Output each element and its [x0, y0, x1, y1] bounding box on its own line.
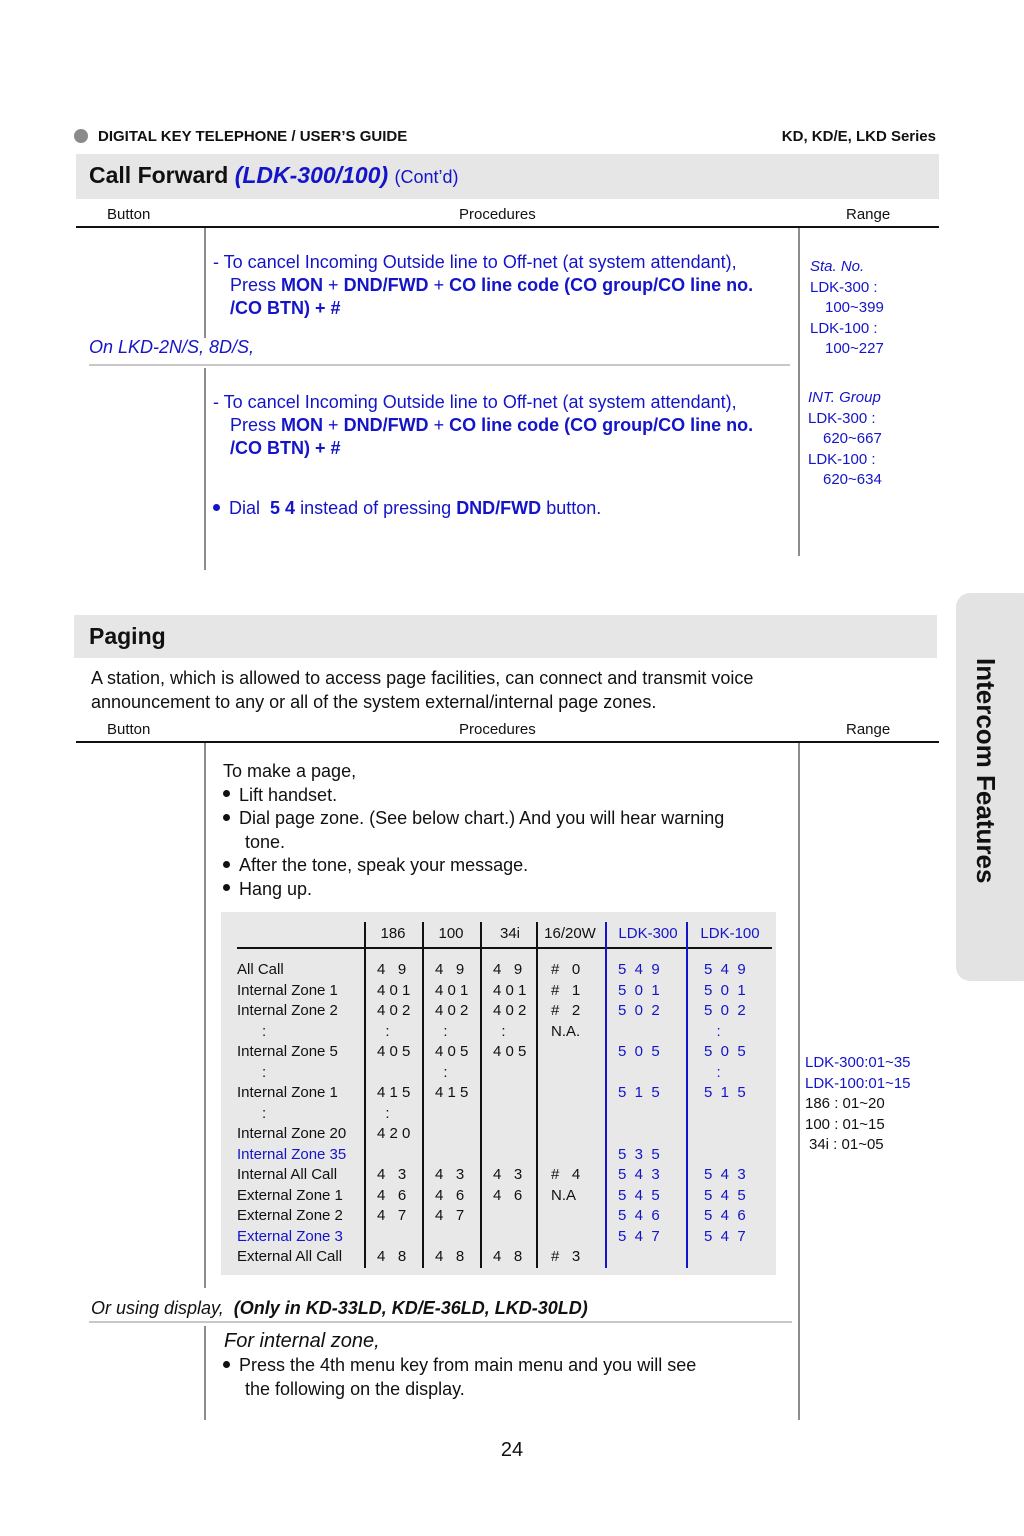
paging-title-bar — [74, 615, 937, 658]
zone-code-cell: 4 3 — [435, 1166, 465, 1183]
divider-line — [89, 364, 790, 366]
zone-code-cell: 5 0 1 — [704, 981, 746, 999]
zone-code-cell: 4 6 — [377, 1186, 407, 1204]
zone-code-cell: 5 4 3 — [704, 1166, 746, 1183]
bullet-icon — [223, 884, 230, 891]
call-forward-title: Call Forward (LDK-300/100) (Cont’d) — [89, 162, 459, 188]
zone-code-cell: 4 0 5 — [435, 1043, 469, 1060]
divider-line — [798, 743, 800, 1420]
zone-code-cell: 4 3 — [377, 1166, 407, 1183]
zone-name-cell: Internal Zone 35 — [237, 1145, 347, 1163]
column-header-procedures: Procedures — [459, 721, 536, 738]
zone-name-cell: Internal Zone 5 — [237, 1043, 338, 1060]
zone-code-cell: 5 0 5 — [618, 1043, 660, 1060]
zone-code-cell: 4 0 2 — [377, 1002, 411, 1019]
bullet-icon — [223, 861, 230, 868]
table-row — [237, 1206, 772, 1227]
zone-code-cell: # 2 — [551, 1002, 581, 1019]
zone-code-cell: : — [704, 1063, 721, 1081]
int-group-range: INT. Group LDK-300 : 620~667 LDK-100 : 620~634 — [808, 389, 882, 488]
zone-code-cell: 4 6 — [493, 1186, 523, 1204]
dial-54-note: Dial 5 4 instead of pressing DND/FWD button. — [213, 497, 601, 520]
table-row — [237, 960, 772, 981]
table-header-186: 186 — [380, 925, 406, 942]
divider-line — [204, 368, 206, 570]
zone-name-cell: Internal Zone 20 — [237, 1125, 347, 1142]
zone-name-cell: Internal Zone 1 — [237, 1084, 338, 1101]
table-header-16-20w: 16/20W — [544, 925, 596, 942]
zone-code-cell: 4 0 1 — [435, 981, 469, 999]
zone-code-cell: 5 0 5 — [704, 1043, 746, 1060]
zone-code-cell: N.A — [551, 1186, 577, 1204]
paging-title: Paging — [89, 623, 166, 649]
zone-code-cell: 4 2 0 — [377, 1125, 411, 1142]
zone-code-cell: 4 0 5 — [493, 1043, 527, 1060]
zone-code-cell: 4 6 — [435, 1186, 465, 1204]
table-header-ldk100: LDK-100 — [700, 925, 760, 942]
zone-code-cell: 4 8 — [435, 1248, 465, 1265]
table-header-100: 100 — [438, 925, 464, 942]
bullet-icon — [223, 790, 230, 797]
page-zone-range: LDK-300:01~35 LDK-100:01~15 186 : 01~20 100 : 01~15 34i : 01~05 — [805, 1054, 911, 1153]
zone-code-cell: 4 1 5 — [377, 1084, 411, 1101]
cancel-procedure-2: - To cancel Incoming Outside line to Off-net (at system attendant), Press MON + DND/FWD + CO line code (CO group/CO line no. /CO BTN) + # — [213, 392, 754, 458]
table-row — [237, 1083, 772, 1104]
side-tab-label: Intercom Features — [971, 658, 1001, 884]
page-number: 24 — [500, 1439, 524, 1461]
zone-code-cell: 5 4 5 — [704, 1186, 746, 1204]
zone-code-cell: 5 1 5 — [704, 1084, 746, 1101]
zone-name-cell: External Zone 1 — [237, 1186, 343, 1204]
divider-line — [204, 743, 206, 1288]
zone-code-cell: 4 0 2 — [493, 1002, 527, 1019]
zone-name-cell: External Zone 3 — [237, 1227, 343, 1245]
table-rule — [237, 947, 772, 949]
table-row — [237, 981, 772, 1002]
divider-line — [204, 228, 206, 338]
column-header-button: Button — [107, 206, 151, 223]
bullet-icon — [223, 814, 230, 821]
zone-code-cell: : — [704, 1022, 721, 1040]
table-row — [237, 1186, 772, 1207]
divider-line — [89, 1321, 792, 1323]
bullet-circle-icon — [74, 129, 88, 143]
guide-title: DIGITAL KEY TELEPHONE / USER’S GUIDE — [98, 128, 408, 145]
zone-code-cell: 5 4 6 — [618, 1207, 660, 1224]
zone-code-cell: 5 0 2 — [618, 1002, 660, 1019]
page-steps: To make a page, Lift handset. Dial page zone. (See below chart.) And you will hear warning tone. After the tone, speak your message. Hang up. — [223, 761, 725, 899]
zone-name-cell: : — [237, 1063, 267, 1081]
zone-code-cell: 4 9 — [435, 961, 465, 978]
zone-code-cell: 4 0 2 — [435, 1002, 469, 1019]
column-header-range: Range — [846, 206, 891, 223]
table-row — [237, 1104, 772, 1125]
table-row — [237, 1042, 772, 1063]
zone-name-cell: Internal Zone 2 — [237, 1002, 338, 1019]
zone-code-cell: 5 4 9 — [704, 961, 746, 978]
zone-code-cell: : — [493, 1022, 506, 1040]
bullet-icon — [223, 1361, 230, 1368]
zone-code-cell: 4 3 — [493, 1166, 523, 1183]
zone-code-cell: 4 0 5 — [377, 1043, 411, 1060]
zone-code-cell: 5 0 1 — [618, 981, 660, 999]
column-header-procedures: Procedures — [459, 206, 536, 223]
zone-code-cell: # 1 — [551, 981, 581, 999]
zone-code-cell: : — [435, 1022, 448, 1040]
zone-code-cell: 4 8 — [377, 1248, 407, 1265]
zone-name-cell: All Call — [237, 961, 284, 978]
zone-code-cell: N.A. — [551, 1022, 581, 1040]
zone-name-cell: Internal Zone 1 — [237, 981, 338, 999]
zone-code-cell: 4 7 — [435, 1207, 465, 1224]
paging-description: A station, which is allowed to access page facilities, can connect and transmit voice announcement to any or all of the system external/internal page zones. — [91, 668, 754, 712]
zone-code-cell: 4 7 — [377, 1207, 407, 1224]
display-note: Or using display, (Only in KD-33LD, KD/E-36LD, LKD-30LD) — [91, 1298, 588, 1318]
table-row — [237, 1022, 772, 1043]
zone-code-cell: 4 9 — [493, 961, 523, 978]
zone-code-cell: 5 4 7 — [618, 1227, 660, 1245]
zone-code-cell: # 0 — [551, 961, 581, 978]
zone-code-cell: # 3 — [551, 1248, 581, 1265]
table-row — [237, 1247, 772, 1268]
table-header-34i: 34i — [499, 925, 521, 942]
zone-code-cell: 5 1 5 — [618, 1084, 660, 1101]
internal-zone-heading: For internal zone, — [224, 1330, 380, 1352]
zone-code-cell: 5 0 2 — [704, 1002, 746, 1019]
column-header-range: Range — [846, 721, 891, 738]
zone-code-cell: 5 4 7 — [704, 1227, 746, 1245]
table-row — [237, 1227, 772, 1248]
zone-code-cell: 4 9 — [377, 961, 407, 978]
menu-step: Press the 4th menu key from main menu and you will see the following on the display. — [223, 1354, 696, 1401]
divider-line — [204, 1326, 206, 1420]
zone-code-cell: : — [435, 1063, 448, 1081]
zone-code-cell: 5 4 3 — [618, 1166, 660, 1183]
station-range: Sta. No. LDK-300 : 100~399 LDK-100 : 100~227 — [810, 258, 884, 357]
zone-name-cell: : — [237, 1022, 267, 1040]
zone-name-cell: : — [237, 1104, 267, 1122]
zone-code-cell: 5 3 5 — [618, 1145, 660, 1163]
bullet-icon — [213, 504, 220, 511]
lkd-models-note: On LKD-2N/S, 8D/S, — [89, 337, 255, 357]
zone-code-cell: : — [377, 1022, 390, 1040]
zone-code-cell: 5 4 9 — [618, 961, 660, 978]
cancel-procedure-1: - To cancel Incoming Outside line to Off-net (at system attendant), Press MON + DND/FWD + CO line code (CO group/CO line no. /CO BTN) + # — [213, 252, 754, 318]
zone-code-cell: # 4 — [551, 1166, 581, 1183]
divider-line — [798, 228, 800, 556]
table-row — [237, 1124, 772, 1145]
zone-code-cell: 5 4 5 — [618, 1186, 660, 1204]
zone-name-cell: Internal All Call — [237, 1166, 338, 1183]
zone-code-cell: : — [377, 1104, 390, 1122]
zone-name-cell: External All Call — [237, 1248, 343, 1265]
table-row — [237, 1165, 772, 1186]
table-header-ldk300: LDK-300 — [618, 925, 678, 942]
zone-code-cell: 5 4 6 — [704, 1207, 746, 1224]
series-label: KD, KD/E, LKD Series — [781, 128, 936, 145]
zone-name-cell: External Zone 2 — [237, 1207, 343, 1224]
column-header-button: Button — [107, 721, 151, 738]
zone-code-cell: 4 0 1 — [377, 981, 411, 999]
table-row — [237, 1063, 772, 1084]
table-row — [237, 1001, 772, 1022]
zone-code-cell: 4 8 — [493, 1248, 523, 1265]
zone-code-cell: 4 1 5 — [435, 1084, 469, 1101]
zone-code-cell: 4 0 1 — [493, 981, 527, 999]
table-row — [237, 1145, 772, 1166]
